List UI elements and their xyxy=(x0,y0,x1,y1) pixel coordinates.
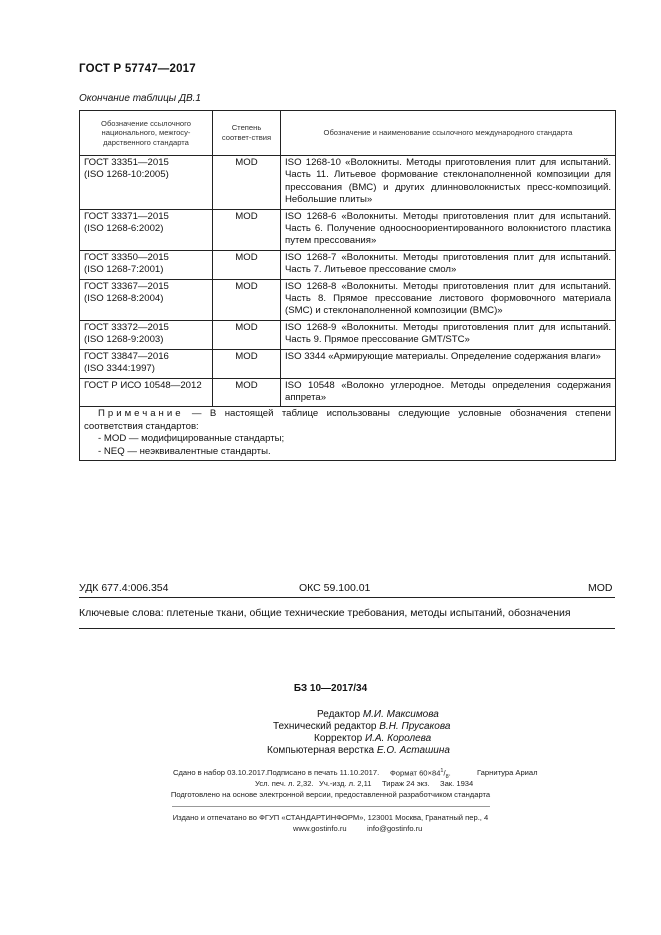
imprint-zak: Зак. 1934 xyxy=(440,779,474,788)
imprint-uch: Уч.-изд. л. 2,11 xyxy=(319,779,372,788)
note-label: Примечание xyxy=(98,408,184,420)
mod-label: MOD xyxy=(588,582,613,594)
column-header-reference: Обозначение ссылочного национального, межгосу-дарственного стандарта xyxy=(80,111,213,156)
title-cell: ISO 3344 «Армирующие материалы. Определение содержания влаги» xyxy=(281,349,616,378)
table-row xyxy=(80,250,616,279)
degree-cell: MOD xyxy=(213,349,281,378)
reference-cell: ГОСТ 33367—2015 (ISO 1268-8:2004) xyxy=(80,279,213,320)
reference-cell: ГОСТ 33350—2015 (ISO 1268-7:2001) xyxy=(80,250,213,279)
degree-cell: MOD xyxy=(213,320,281,349)
table-row xyxy=(80,320,616,349)
imprint-format: Формат $60\times 84^1/_8$. xyxy=(390,768,451,781)
reference-cell: ГОСТ 33371—2015 (ISO 1268-6:2002) xyxy=(80,209,213,250)
imprint-prepared: Подготовлено на основе электронной версии, предоставленной разработчиком стандарта xyxy=(170,790,491,799)
imprint-publisher: Издано и отпечатано во ФГУП «СТАНДАРТИНФОРМ», 123001 Москва, Гранатный пер., 4 xyxy=(172,813,489,822)
degree-cell: MOD xyxy=(213,378,281,407)
degree-cell: MOD xyxy=(213,156,281,210)
staff-tech-editor: Технический редактор В.Н. Прусакова xyxy=(273,721,451,732)
column-header-international-standard: Обозначение и наименование ссылочного международного стандарта xyxy=(281,111,616,156)
title-cell: ISO 1268-7 «Волокниты. Методы приготовления плит для испытаний. Часть 7. Литьевое прессование смол» xyxy=(281,250,616,279)
imprint-tirazh: Тираж 24 экз. xyxy=(382,779,430,788)
table-row xyxy=(80,378,616,407)
bz-number: БЗ 10—2017/34 xyxy=(293,683,368,694)
table-row xyxy=(80,279,616,320)
title-cell: ISO 1268-8 «Волокниты. Методы приготовления плит для испытаний. Часть 8. Прямое прессование листового формовочного материала (SMC) и стеклонаполненной композиции (ВМС)» xyxy=(281,279,616,320)
keywords: Ключевые слова: плетеные ткани, общие технические требования, методы испытаний, обозначения xyxy=(79,607,571,619)
imprint-web: www.gostinfo.ru xyxy=(293,824,347,833)
imprint-email: info@gostinfo.ru xyxy=(367,824,423,833)
staff-layout: Компьютерная верстка Е.О. Асташина xyxy=(267,745,450,756)
reference-cell: ГОСТ 33351—2015 (ISO 1268-10:2005) xyxy=(80,156,213,210)
imprint-sdano: Сдано в набор 03.10.2017. xyxy=(173,768,268,777)
standards-table xyxy=(79,110,616,461)
page-header-standard-code: ГОСТ Р 57747—2017 xyxy=(79,63,196,75)
divider xyxy=(79,597,615,598)
degree-cell: MOD xyxy=(213,250,281,279)
table-note-row xyxy=(80,407,616,461)
table-row xyxy=(80,209,616,250)
title-cell: ISO 1268-9 «Волокниты. Методы приготовления плит для испытаний. Часть 9. Прямое прессование GMT/STC» xyxy=(281,320,616,349)
title-cell: ISO 10548 «Волокно углеродное. Методы определения содержания аппрета» xyxy=(281,378,616,407)
note-item: - NEQ — неэквивалентные стандарты. xyxy=(98,445,271,457)
table-row xyxy=(80,156,616,210)
column-header-degree: Степень соответ-ствия xyxy=(213,111,281,156)
reference-cell: ГОСТ 33372—2015 (ISO 1268-9:2003) xyxy=(80,320,213,349)
note-item: - MOD — модифицированные стандарты; xyxy=(98,433,285,445)
degree-cell: MOD xyxy=(213,279,281,320)
title-cell: ISO 1268-10 «Волокниты. Методы приготовления плит для испытаний. Часть 11. Литьевое формование стеклонаполненной композиции для прессования (ВМС) и других длинноволокнистых пресс-композиций. Небольшие плиты» xyxy=(281,156,616,210)
imprint-usl: Усл. печ. л. 2,32. xyxy=(255,779,314,788)
reference-cell: ГОСТ Р ИСО 10548—2012 xyxy=(80,378,213,407)
table-row xyxy=(80,349,616,378)
note-text: — В настоящей таблице использованы следующие условные обозначения степени соответствия стандартов: xyxy=(84,408,611,432)
staff-editor: Редактор М.И. Максимова xyxy=(317,709,439,720)
udk-code: УДК 677.4:006.354 xyxy=(79,582,169,594)
title-cell: ISO 1268-6 «Волокниты. Методы приготовления плит для испытаний. Часть 6. Получение одноосноориентированного волокнистого пластика путем прессования» xyxy=(281,209,616,250)
imprint-garnitura: Гарнитура Ариал xyxy=(477,768,538,777)
table-caption: Окончание таблицы ДВ.1 xyxy=(79,93,201,104)
staff-corrector: Корректор И.А. Королева xyxy=(314,733,432,744)
divider xyxy=(79,628,615,629)
divider xyxy=(172,806,490,807)
table-header-row xyxy=(80,111,616,156)
reference-cell: ГОСТ 33847—2016 (ISO 3344:1997) xyxy=(80,349,213,378)
table-note xyxy=(80,407,616,461)
oks-code: ОКС 59.100.01 xyxy=(299,582,371,594)
imprint-podpisano: Подписано в печать 11.10.2017. xyxy=(267,768,380,777)
degree-cell: MOD xyxy=(213,209,281,250)
